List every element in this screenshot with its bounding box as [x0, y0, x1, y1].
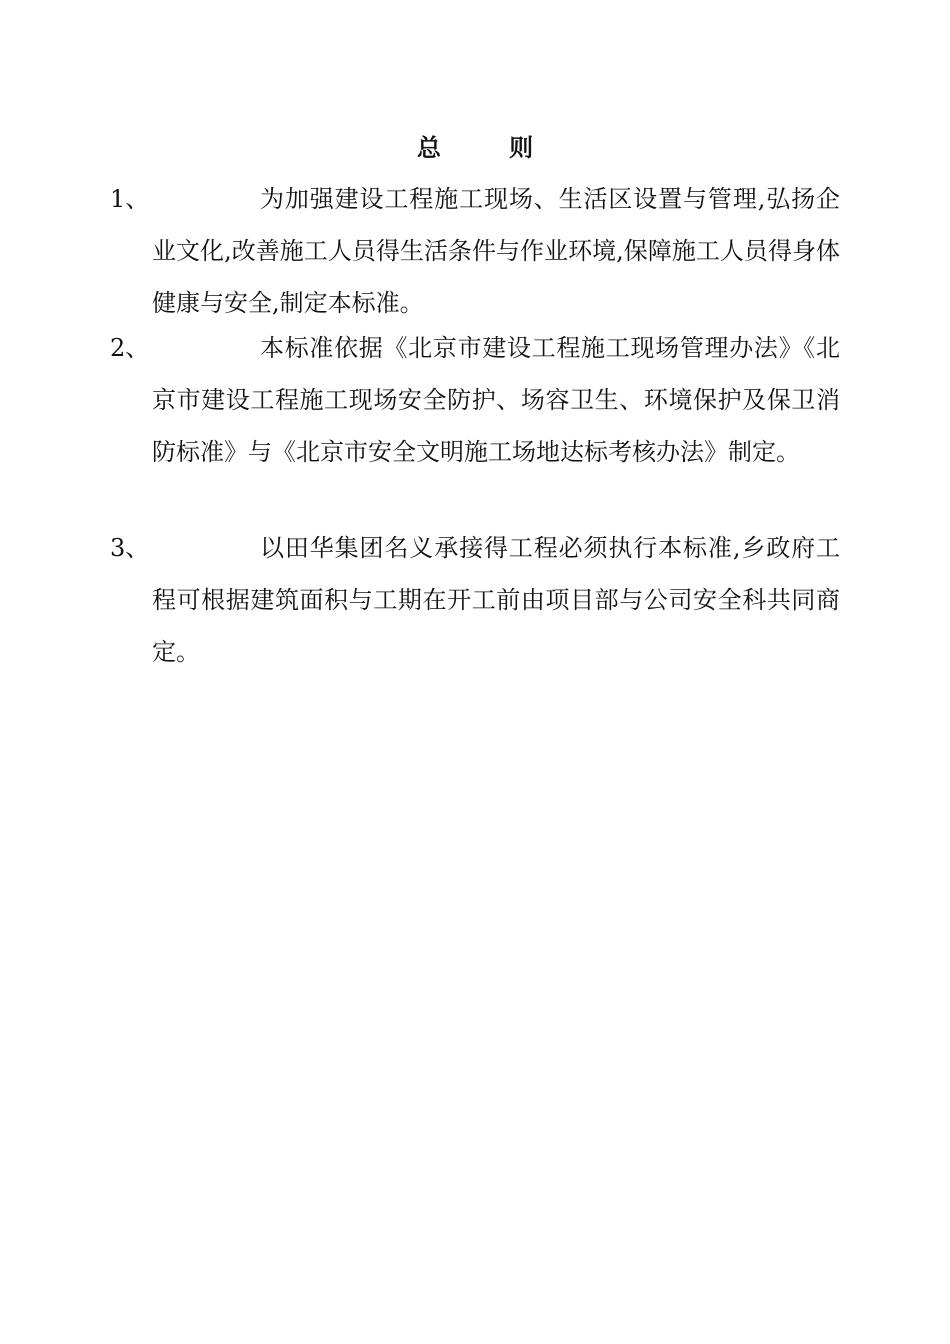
list-item — [110, 522, 840, 678]
item-text: 为加强建设工程施工现场、生活区设置与管理,弘扬企业文化,改善施工人员得生活条件与作业环境,保障施工人员得身体健康与安全,制定本标准。 — [152, 185, 840, 317]
document-title: 总 则 — [416, 133, 564, 162]
item-text: 以田华集团名义承接得工程必须执行本标准,乡政府工程可根据建筑面积与工期在开工前由项目部与公司安全科共同商定。 — [152, 534, 840, 666]
item-text: 本标准依据《北京市建设工程施工现场管理办法》《北京市建设工程施工现场安全防护、场容卫生、环境保护及保卫消防标准》与《北京市安全文明施工场地达标考核办法》制定。 — [152, 334, 840, 466]
item-number: 3、 — [110, 534, 150, 562]
item-number: 2、 — [110, 334, 150, 362]
list-item — [110, 173, 840, 329]
list-item — [110, 322, 840, 478]
item-number: 1、 — [110, 185, 150, 213]
